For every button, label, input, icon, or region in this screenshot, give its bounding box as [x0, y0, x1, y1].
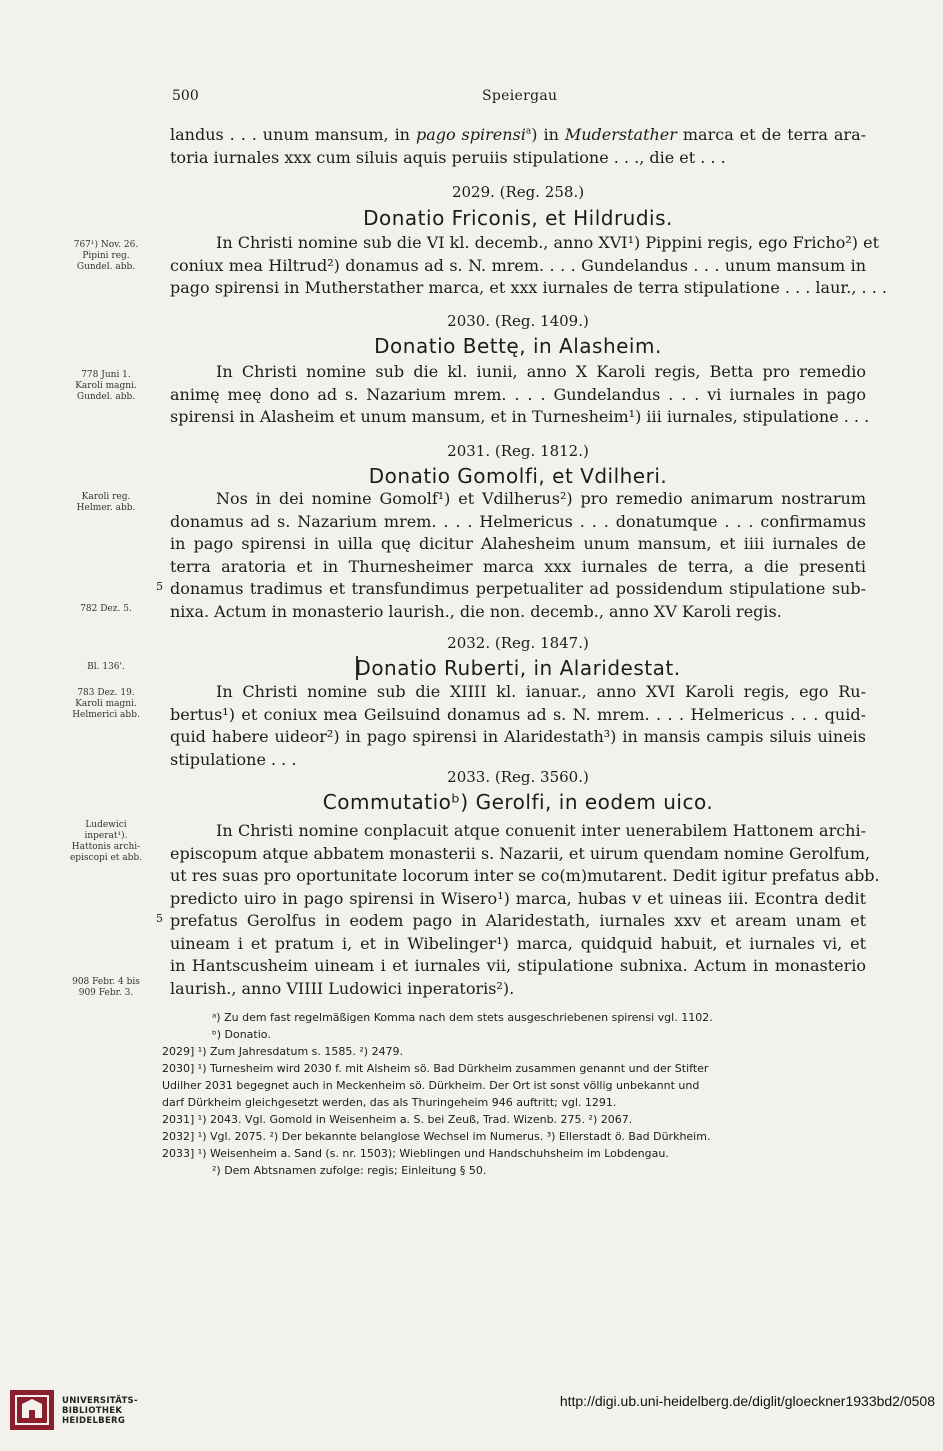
- source-url-link[interactable]: http://digi.ub.uni-heidelberg.de/diglit/gloeckner1933bd2/0508: [559, 1393, 935, 1409]
- entry-2029-title: Donatio Friconis, et Hildrudis.: [363, 206, 673, 230]
- entry-2029-text: [170, 232, 887, 300]
- margin-date: 909 Febr. 3.: [78, 988, 134, 998]
- text-line: In Christi nomine sub die VI kl. decemb., anno XVI¹) Pippini regis, ego Fricho²) et: [216, 233, 880, 252]
- margin-abbot: Hattonis archi-: [71, 842, 141, 852]
- margin-date: 767¹) Nov. 26.: [73, 240, 139, 250]
- entry-2032-reg: 2032. (Reg. 1847.): [447, 634, 589, 652]
- institution-name: [62, 1396, 138, 1426]
- text-line: prefatus Gerolfus in eodem pago in Alaridestath, iurnales xxv et aream unam et: [170, 911, 866, 930]
- text-line: quid habere uideor²) in pago spirensi in Alaridestath³) in mansis campis siluis uineis: [170, 727, 866, 746]
- text-line: In Christi nomine sub die kl. iunii, anno X Karoli regis, Betta pro remedio: [216, 362, 866, 381]
- text-line: episcopum atque abbatem monasterii s. Nazarii, et uirum quendam nomine Gerolfum,: [170, 843, 871, 863]
- footnote: 2029] ¹) Zum Jahresdatum s. 1585. ²) 2479.: [162, 1045, 404, 1058]
- text-line: laurish., anno VIIII Ludowici inperatoris²).: [170, 978, 515, 998]
- margin-date: 908 Febr. 4 bis: [72, 977, 140, 987]
- line-number: 5: [156, 580, 163, 593]
- intro-line-2: toria iurnales xxx cum siluis aquis peruiis stipulatione . . ., die et . . .: [170, 147, 726, 167]
- text-line: donamus ad s. Nazarium mrem. . . . Helmericus . . . donatumque . . . confirmamus: [170, 511, 866, 531]
- institution-line: HEIDELBERG: [62, 1416, 126, 1426]
- entry-2031-margin: [56, 492, 156, 514]
- running-title: Speiergau: [482, 88, 558, 104]
- entry-2032-text: [170, 681, 866, 771]
- institution-line: BIBLIOTHEK: [62, 1406, 123, 1416]
- margin-abbot: Gundel. abb.: [76, 392, 136, 402]
- entry-2029-reg: 2029. (Reg. 258.): [451, 183, 585, 201]
- entry-2033-text: [170, 820, 880, 1000]
- entry-2032-title: Donatio Ruberti, in Alaridestat.: [355, 656, 681, 680]
- footnote: ²) Dem Abtsnamen zufolge: regis; Einleitung § 50.: [212, 1164, 487, 1177]
- entry-2031-title: Donatio Gomolfi, et Vdilheri.: [368, 464, 668, 488]
- margin-emperor: inperat¹).: [84, 831, 128, 841]
- text-line: in pago spirensi in uilla quę dicitur Alahesheim unum mansum, et iiii iurnales de: [170, 534, 866, 553]
- entry-2033-title: Commutatioᵇ) Gerolfi, in eodem uico.: [322, 790, 714, 814]
- footnote: ᵃ) Zu dem fast regelmäßigen Komma nach dem stets ausgeschriebenen spirensi vgl. 1102.: [212, 1011, 713, 1024]
- footnote: 2033] ¹) Weisenheim a. Sand (s. nr. 1503); Wieblingen und Handschuhsheim im Lobdengau.: [162, 1147, 669, 1160]
- footnote: 2032] ¹) Vgl. 2075. ²) Der bekannte belanglose Wechsel im Numerus. ³) Ellerstadt ö. Bad Dürkheim.: [162, 1130, 711, 1143]
- text-line: In Christi nomine sub die XIIII kl. ianuar., anno XVI Karoli regis, ego Ru-: [216, 682, 866, 701]
- footnote: darf Dürkheim gleichgesetzt werden, das als Thuringeheim 946 auftritt; vgl. 1291.: [162, 1096, 617, 1109]
- margin-abbot: Gundel. abb.: [76, 262, 136, 272]
- footnotes: [162, 1009, 864, 1179]
- text-line: terra aratoria et in Thurnesheimer marca xxx iurnales de terra, a die presenti: [170, 556, 866, 576]
- intro-paragraph: [170, 124, 866, 169]
- text-line: spirensi in Alasheim et unum mansum, et in Turnesheim¹) iii iurnales, stipulatione . . .: [170, 407, 870, 426]
- margin-reign: Karoli reg.: [81, 492, 131, 502]
- footnote: Udilher 2031 begegnet auch in Meckenheim sö. Dürkheim. Der Ort ist sonst völlig unbekannt und: [162, 1079, 700, 1092]
- university-seal-icon: [8, 1388, 56, 1432]
- margin-date: 783 Dez. 19.: [77, 688, 135, 698]
- text-line: In Christi nomine conplacuit atque conuenit inter uenerabilem Hattonem archi-: [216, 821, 866, 840]
- text-line: predicto uiro in pago spirensi in Wisero¹) marca, hubas v et uineas iii. Econtra dedit: [170, 888, 866, 908]
- footnote: 2031] ¹) 2043. Vgl. Gomold in Weisenheim a. S. bei Zeuß, Trad. Wizenb. 275. ²) 2067.: [162, 1113, 633, 1126]
- entry-2030-title: Donatio Bettę, in Alasheim.: [374, 334, 662, 358]
- text-line: in Hantscusheim uineam i et iurnales vii, stipulatione subnixa. Actum in monasterio: [170, 956, 866, 975]
- entry-2029-margin: [56, 240, 156, 273]
- margin-reign: Karoli magni.: [75, 381, 137, 391]
- entry-2031-margin-date: 782 Dez. 5.: [80, 604, 132, 614]
- text-line: pago spirensi in Mutherstather marca, et xxx iurnales de terra stipulatione . . . laur., . . .: [170, 278, 887, 297]
- text-line: animę meę dono ad s. Nazarium mrem. . . . Gundelandus . . . vi iurnales in pago: [170, 384, 866, 404]
- margin-reign: Pipini reg.: [82, 251, 130, 261]
- footnote: ᵇ) Donatio.: [212, 1028, 271, 1041]
- entry-2030-margin: [56, 370, 156, 403]
- margin-reign: Karoli magni.: [75, 699, 137, 709]
- text-line: uineam i et pratum i, et in Wibelinger¹) marca, quidquid habuit, et iurnales vi, et: [170, 933, 866, 953]
- intro-line-1: landus . . . unum mansum, in pago spirensi$^a$) in Muderstather marca et de terra ara-: [170, 125, 867, 144]
- entry-2030-reg: 2030. (Reg. 1409.): [447, 312, 589, 330]
- entry-2030-text: [170, 361, 870, 429]
- entry-2031-reg: 2031. (Reg. 1812.): [447, 442, 589, 460]
- entry-2033-margin-date: [56, 977, 156, 999]
- margin-abbot: Helmer. abb.: [76, 503, 136, 513]
- text-line: coniux mea Hiltrud²) donamus ad s. N. mrem. . . . Gundelandus . . . unum mansum in: [170, 255, 866, 275]
- folio-reference: Bl. 136'.: [87, 662, 125, 672]
- line-number: 5: [156, 912, 163, 925]
- margin-emperor: Ludewici: [85, 820, 127, 830]
- text-line: bertus¹) et coniux mea Geilsuind donamus ad s. N. mrem. . . . Helmericus . . . quid-: [170, 704, 866, 724]
- margin-date: 778 Juni 1.: [81, 370, 131, 380]
- entry-2033-reg: 2033. (Reg. 3560.): [447, 768, 589, 786]
- entry-2032-margin: [56, 688, 156, 721]
- text-line: stipulatione . . .: [170, 749, 297, 769]
- margin-abbot: Helmerici abb.: [72, 710, 140, 720]
- margin-abbot: episcopi et abb.: [69, 853, 143, 863]
- footnote: 2030] ¹) Turnesheim wird 2030 f. mit Alsheim sö. Bad Dürkheim zusammen genannt und der Stifter: [162, 1062, 709, 1075]
- institution-line: UNIVERSITÄTS-: [62, 1396, 138, 1406]
- text-line: ut res suas pro oportunitate locorum inter se co(m)mutarent. Dedit igitur prefatus abb.: [170, 866, 880, 885]
- entry-2031-text: [170, 488, 866, 623]
- text-line: donamus tradimus et transfundimus perpetualiter ad possidendum stipulatione sub-: [170, 579, 866, 598]
- page-number: 500: [172, 88, 199, 104]
- entry-2033-margin: [56, 820, 156, 864]
- text-line: Nos in dei nomine Gomolf¹) et Vdilherus²) pro remedio animarum nostrarum: [216, 489, 866, 508]
- text-line: nixa. Actum in monasterio laurish., die non. decemb., anno XV Karoli regis.: [170, 601, 782, 621]
